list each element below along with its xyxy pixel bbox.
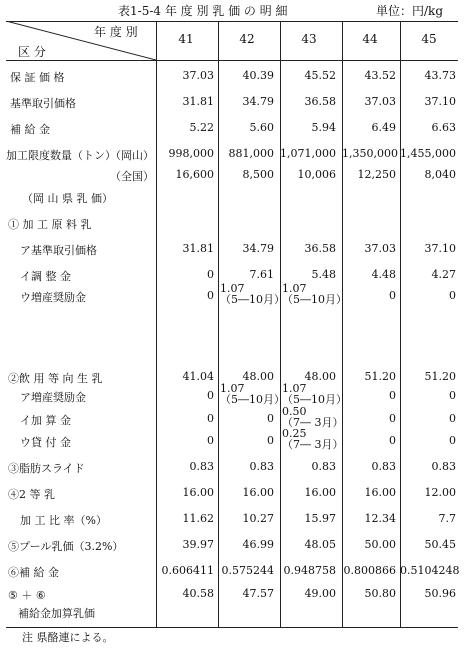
table-cell: 47.57 [242, 587, 274, 600]
row-label: ②飲 用 等 向 生 乳 [8, 372, 103, 385]
row-label: ウ貸 付 金 [20, 436, 71, 449]
table-cell: 0 [207, 268, 214, 281]
table-cell: 39.97 [182, 538, 214, 551]
table-cell: 16.00 [304, 486, 336, 499]
table-cell: 11.62 [182, 512, 214, 525]
table-cell-note: （5―10月） [220, 293, 285, 306]
table-cell: 5.60 [249, 121, 274, 134]
table-cell: 0 [207, 289, 214, 302]
column-rule [400, 21, 401, 627]
year-header: 41 [178, 32, 194, 46]
source-note: 注 県酪連による。 [22, 631, 114, 644]
row-label: ア基準取引価格 [20, 244, 97, 257]
table-cell: 0 [449, 289, 456, 302]
row-label: 補給金加算乳価 [18, 607, 95, 620]
table-caption [118, 2, 463, 19]
table-cell: 0.800866 [343, 564, 396, 577]
table-cell: 36.58 [304, 95, 336, 108]
column-rule [156, 21, 157, 627]
table-cell: 881,000 [228, 147, 274, 160]
row-sublabel: （岡山） [110, 149, 154, 162]
table-cell: 16.00 [182, 486, 214, 499]
table-cell-note: （7― 3月） [282, 438, 344, 451]
table-cell: 0 [267, 412, 274, 425]
table-cell: 0.83 [249, 460, 274, 473]
table-cell: 40.58 [182, 587, 214, 600]
table-cell: 37.03 [182, 69, 214, 82]
table-cell: 12.34 [364, 512, 396, 525]
table-cell: 1,350,000 [342, 147, 398, 160]
table-cell: 31.81 [182, 242, 214, 255]
year-header: 45 [421, 32, 437, 46]
table-cell: 5.22 [189, 121, 214, 134]
table-cell-note: 0.25 [282, 427, 307, 440]
table-cell: 50.80 [364, 587, 396, 600]
row-label: イ加 算 金 [20, 414, 71, 427]
table-cell: 6.63 [431, 121, 456, 134]
table-cell: 7.61 [249, 268, 274, 281]
row-label: 加工限度数量（トン） [6, 149, 116, 162]
row-label: 加 工 比 率（%） [20, 514, 107, 527]
table-cell: 0 [267, 434, 274, 447]
table-cell: 34.79 [242, 242, 274, 255]
table-cell: 0 [207, 389, 214, 402]
row-label: ア増産奨励金 [20, 391, 86, 404]
table-cell: 0 [389, 412, 396, 425]
table-cell: 0.948758 [283, 564, 336, 577]
table-cell: 0.606411 [161, 564, 214, 577]
table-cell: 46.99 [242, 538, 274, 551]
table-cell: 16.00 [364, 486, 396, 499]
table-cell: 41.04 [182, 370, 214, 383]
table-cell: 37.03 [364, 95, 396, 108]
column-rule [280, 21, 281, 627]
table-cell: 40.39 [242, 69, 274, 82]
column-rule [342, 21, 343, 627]
table-cell: 0 [449, 412, 456, 425]
table-cell: 50.45 [424, 538, 456, 551]
table-cell-note: （5―10月） [282, 393, 347, 406]
table-cell: 12,250 [357, 168, 396, 181]
table-cell: 48.00 [304, 370, 336, 383]
table-cell-note: （5―10月） [220, 393, 285, 406]
table-cell: 16.00 [242, 486, 274, 499]
table-cell: 7.7 [438, 512, 456, 525]
table-cell-note: 1.07 [220, 282, 245, 295]
table-cell-note: 1.07 [282, 282, 307, 295]
table-cell: 34.79 [242, 95, 274, 108]
table-cell: 43.52 [364, 69, 396, 82]
table-cell: 10.27 [242, 512, 274, 525]
table-cell: 0.83 [371, 460, 396, 473]
table-cell: 1,455,000 [400, 147, 456, 160]
header-rule [6, 60, 458, 61]
table-cell: 5.94 [311, 121, 336, 134]
year-header: 44 [362, 32, 378, 46]
table-title: 表1-5-4 年 度 別 乳 価 の 明 細 [118, 4, 288, 18]
table-cell: 0.575244 [221, 564, 274, 577]
row-label: ① 加 工 原 料 乳 [8, 218, 92, 231]
table-cell: 0 [449, 434, 456, 447]
table-cell: 0.83 [189, 460, 214, 473]
table-cell: 16,600 [175, 168, 214, 181]
table-cell: 43.73 [424, 69, 456, 82]
row-label: ③脂肪スライド [8, 462, 85, 475]
column-rule [218, 21, 219, 627]
table-cell: 0 [449, 389, 456, 402]
table-cell: 10,006 [297, 168, 336, 181]
row-label: 基準取引価格 [10, 97, 76, 110]
table-cell: 5.48 [311, 268, 336, 281]
table-cell: 51.20 [424, 370, 456, 383]
table-cell-note: （5―10月） [282, 293, 347, 306]
table-cell: 51.20 [364, 370, 396, 383]
table-cell: 6.49 [371, 121, 396, 134]
year-header: 42 [239, 32, 255, 46]
table-cell: 48.00 [242, 370, 274, 383]
table-cell: 4.27 [431, 268, 456, 281]
row-label: ④2 等 乳 [8, 488, 55, 501]
table-cell: 37.10 [424, 95, 456, 108]
row-label: 保 証 価 格 [10, 71, 65, 84]
table-cell-note: （7― 3月） [282, 416, 344, 429]
table-cell: 0 [389, 289, 396, 302]
row-label: ウ増産奨励金 [20, 291, 86, 304]
table-cell: 0.83 [431, 460, 456, 473]
table-cell: 48.05 [304, 538, 336, 551]
table-cell: 0.5104248 [400, 564, 460, 577]
table-cell: 37.03 [364, 242, 396, 255]
table-cell-note: 1.07 [220, 382, 245, 395]
year-header: 43 [301, 32, 317, 46]
table-cell: 0 [207, 412, 214, 425]
table-cell: 49.00 [304, 587, 336, 600]
table-cell: 45.52 [304, 69, 336, 82]
table-cell: 50.96 [424, 587, 456, 600]
table-cell: 15.97 [304, 512, 336, 525]
header-corner-top: 年 度 別 [94, 25, 138, 39]
table-cell: 0.83 [311, 460, 336, 473]
table-cell: 0 [389, 434, 396, 447]
row-label: ⑤プール乳価（3.2%） [8, 540, 124, 553]
table-cell: 36.58 [304, 242, 336, 255]
unit-label: 単位：円/kg [376, 4, 443, 18]
table-cell: 0 [207, 434, 214, 447]
table-cell: 12.00 [424, 486, 456, 499]
row-label: イ調 整 金 [20, 270, 71, 283]
row-sublabel: （全国） [110, 170, 154, 183]
table-cell: 8,500 [242, 168, 274, 181]
table-cell: 998,000 [168, 147, 214, 160]
row-label: ⑥補 給 金 [8, 566, 59, 579]
table-cell: 31.81 [182, 95, 214, 108]
table-cell-note: 1.07 [282, 382, 307, 395]
row-label: 補 給 金 [10, 123, 50, 136]
table-cell: 1,071,000 [280, 147, 336, 160]
header-corner-bottom: 区 分 [18, 45, 46, 59]
table-cell-note: 0.50 [282, 405, 307, 418]
table-cell: 4.48 [371, 268, 396, 281]
table-cell: 0 [389, 389, 396, 402]
row-label: ⑤ ＋ ⑥ [8, 589, 46, 602]
table-bottom-rule [6, 627, 458, 628]
table-cell: 37.10 [424, 242, 456, 255]
table-cell: 8,040 [424, 168, 456, 181]
row-label: （岡 山 県 乳 価） [22, 192, 113, 205]
table-cell: 50.00 [364, 538, 396, 551]
